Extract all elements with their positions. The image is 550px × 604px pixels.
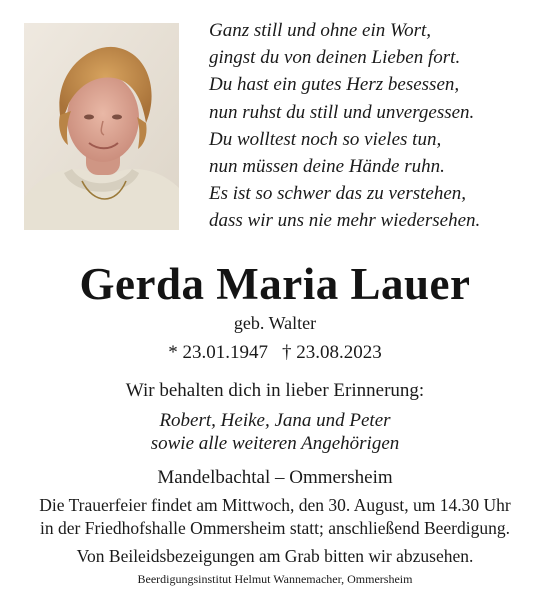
mourners-list: [0, 409, 550, 455]
place-name: Mandelbachtal – Ommersheim: [157, 467, 393, 488]
poem-line: nun müssen deine Hände ruhn.: [209, 156, 445, 178]
service-line: Die Trauerfeier findet am Mittwoch, den 30. August, um 14.30 Uhr: [39, 495, 511, 515]
mourners-line: Robert, Heike, Jana und Peter: [159, 410, 391, 431]
death-date: † 23.08.2023: [282, 342, 382, 363]
poem-line: gingst du von deinen Lieben fort.: [209, 47, 461, 69]
service-line: in der Friedhofshalle Ommersheim statt; anschließend Beerdigung.: [40, 518, 510, 538]
funeral-service-info: [0, 494, 550, 540]
poem-line: dass wir uns nie mehr wiedersehen.: [209, 210, 481, 232]
life-dates: [0, 340, 550, 366]
portrait-photo: [24, 23, 179, 230]
maiden-name: geb. Walter: [233, 313, 317, 333]
poem-line: nun ruhst du still und unvergessen.: [209, 101, 475, 123]
poem-line: Du hast ein gutes Herz besessen,: [209, 74, 460, 96]
memorial-poem: [209, 17, 539, 235]
poem-line: Ganz still und ohne ein Wort,: [209, 20, 432, 41]
birth-date: * 23.01.1947: [168, 342, 268, 363]
poem-line: Du wolltest noch so vieles tun,: [209, 128, 442, 150]
mourners-line: sowie alle weiteren Angehörigen: [150, 433, 400, 454]
deceased-name: Gerda Maria Lauer: [79, 259, 471, 309]
remembrance-text: Wir behalten dich in lieber Erinnerung:: [125, 380, 425, 401]
poem-line: Es ist so schwer das zu verstehen,: [209, 183, 467, 205]
condolence-note: Von Beileidsbezeigungen am Grab bitten wir abzusehen.: [76, 546, 474, 566]
undertaker-credit: Beerdigungsinstitut Helmut Wannemacher, Ommersheim: [137, 572, 413, 586]
